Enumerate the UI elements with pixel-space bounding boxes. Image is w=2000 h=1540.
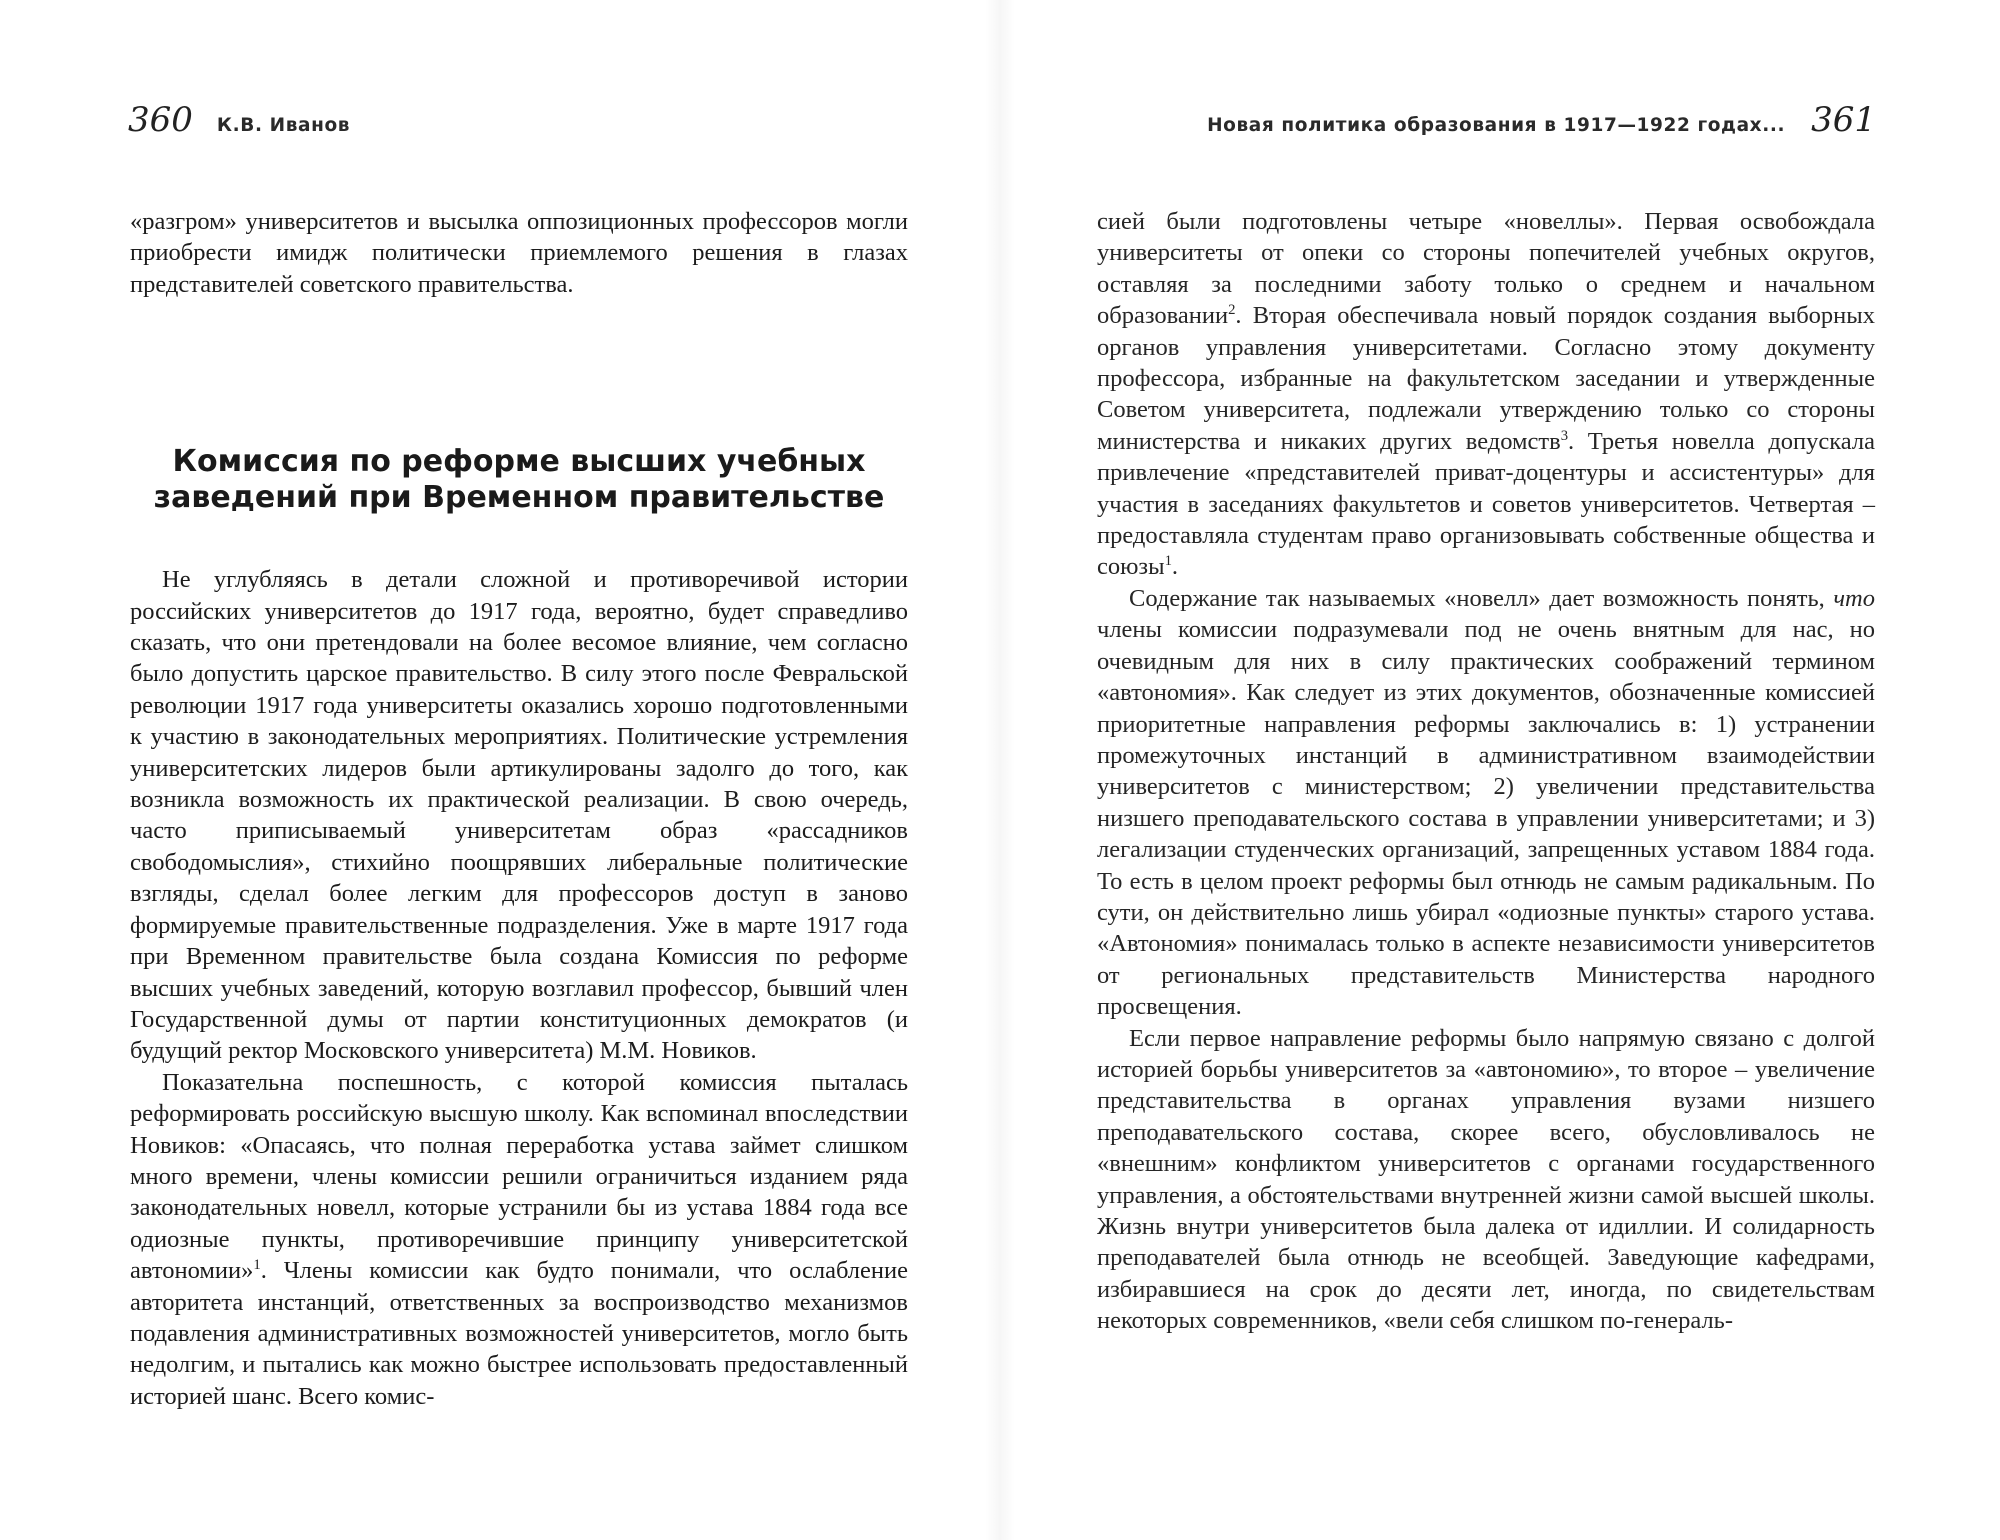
left-page-text xyxy=(130,206,908,1412)
right-page-text xyxy=(1097,206,1875,1337)
paragraph-text: Показательна поспешность, с которой комиссия пыталась реформировать российскую высшую школу. Как вспоминал впоследствии Новиков: «Опасаясь, что полная переработка устава займет слишком много времени, члены комиссии решили ограничиться изданием ряда законодательных новелл, которые устранили бы из устава 1884 года все одиозные пункты, противоречившие принципу университетской автономии» xyxy=(130,1068,908,1285)
paragraph-text: . xyxy=(1171,553,1179,581)
paragraph: Если первое направление реформы было напрямую связано с долгой историей борьбы университетов за «автономию», то второе – увеличение представительства в органах управления вузами низшего преподавательского состава, скорее всего, обусловливалось не «внешним» конфликтом университетов с органами государственного управления, а обстоятельствами внутренней жизни самой высшей школы. Жизнь внутри университетов была далека от идиллии. И солидарность преподавателей была отнюдь не всеобщей. Заведующие кафедрами, избиравшиеся на срок до десяти лет, иногда, по свидетельствам некоторых современников, «вели себя слишком по-генераль- xyxy=(1097,1024,1875,1335)
paragraph: «разгром» университетов и высылка оппозиционных профессоров могли приобрести имидж политически приемлемого решения в глазах представителей советского правительства. xyxy=(130,208,908,298)
paragraph-text: . Третья новелла допускала привлечение «представителей приват-доцентуры и ассистентуры» для участия в заседаниях факультетов и советов университетов. Четвертая – предоставляла студентам право организовывать собственные общества и союзы xyxy=(1097,427,1875,581)
paragraph xyxy=(1097,206,1875,583)
paragraph xyxy=(130,1067,908,1412)
paragraph-text: Содержание так называемых «новелл» дает возможность понять, xyxy=(1129,584,1834,612)
page-number: 360 xyxy=(128,100,193,140)
running-head-author: К.В. Иванов xyxy=(216,115,351,136)
paragraph-text: члены комиссии подразумевали под не очень внятным для нас, но очевидным для них в силу практических соображений термином «автономия». Как следует из этих документов, обозначенные комиссией приоритетные направления реформы заключались в: 1) устранении промежуточных инстанций в административном взаимодействии университетов с министерством; 2) увеличении представительства низшего преподавательского состава в управлении университетами; и 3) легализации студенческих организаций, запрещенных уставом 1884 года. То есть в целом проект реформы был отнюдь не самым радикальным. По сути, он действительно лишь убирал «одиозные пункты» старого устава. «Автономия» понималась только в аспекте независимости университетов от региональных представительств Министерства народного просвещения. xyxy=(1097,616,1875,1021)
page-number: 361 xyxy=(1811,100,1876,140)
footnote-ref: 1 xyxy=(253,1257,261,1273)
section-heading: Комиссия по реформе высших учебных заведений при Временном правительстве xyxy=(153,444,885,516)
running-head-title: Новая политика образования в 1917—1922 годах... xyxy=(1207,115,1786,136)
paragraph xyxy=(1097,583,1875,1023)
footnote-ref: 1 xyxy=(1164,553,1172,570)
right-page xyxy=(1000,0,2000,1540)
left-page-header xyxy=(128,100,350,140)
footnote-ref: 3 xyxy=(1560,427,1569,444)
paragraph-text: сией были подготовлены четыре «новеллы». Первая освобождала университеты от опеки со стороны попечителей учебных округов, оставляя за последними заботу только о среднем и начальном образовании xyxy=(1097,208,1875,330)
emphasis: что xyxy=(1833,584,1875,612)
paragraph: Не углубляясь в детали сложной и противоречивой истории российских университетов до 1917 года, вероятно, будет справедливо сказать, что они претендовали на более весомое влияние, чем согласно было допустить царское правительство. В силу этого после Февральской революции 1917 года университеты оказались хорошо подготовленными к участию в законодательных мероприятиях. Политические устремления университетских лидеров были артикулированы задолго до того, как возникла возможность их практической реализации. В свою очередь, часто приписываемый университетам образ «рассадников свободомыслия», стихийно поощрявших либеральные политические взгляды, сделал более легким для профессоров доступ в заново формируемые правительственные подразделения. Уже в марте 1917 года при Временном правительстве была создана Комиссия по реформе высших учебных заведений, которую возглавил профессор, бывший член Государственной думы от партии конституционных демократов (и будущий ректор Московского университета) М.М. Новиков. xyxy=(130,566,908,1065)
paragraph-text: . Вторая обеспечивала новый порядок создания выборных органов управления университетами. Согласно этому документу профессора, избранные на факультетском заседании и утвержденные Советом университета, подлежали утверждению только со стороны министерства и никаких других ведомств xyxy=(1097,302,1875,455)
paragraph-text: . Члены комиссии как будто понимали, что ослабление авторитета инстанций, ответственных за воспроизводство механизмов подавления административных возможностей университетов, могло быть недолгим, и пытались как можно быстрее использовать предоставленный историей шанс. Всего комис- xyxy=(130,1257,908,1410)
footnote-ref: 2 xyxy=(1228,302,1236,319)
right-page-header xyxy=(1207,100,1876,140)
